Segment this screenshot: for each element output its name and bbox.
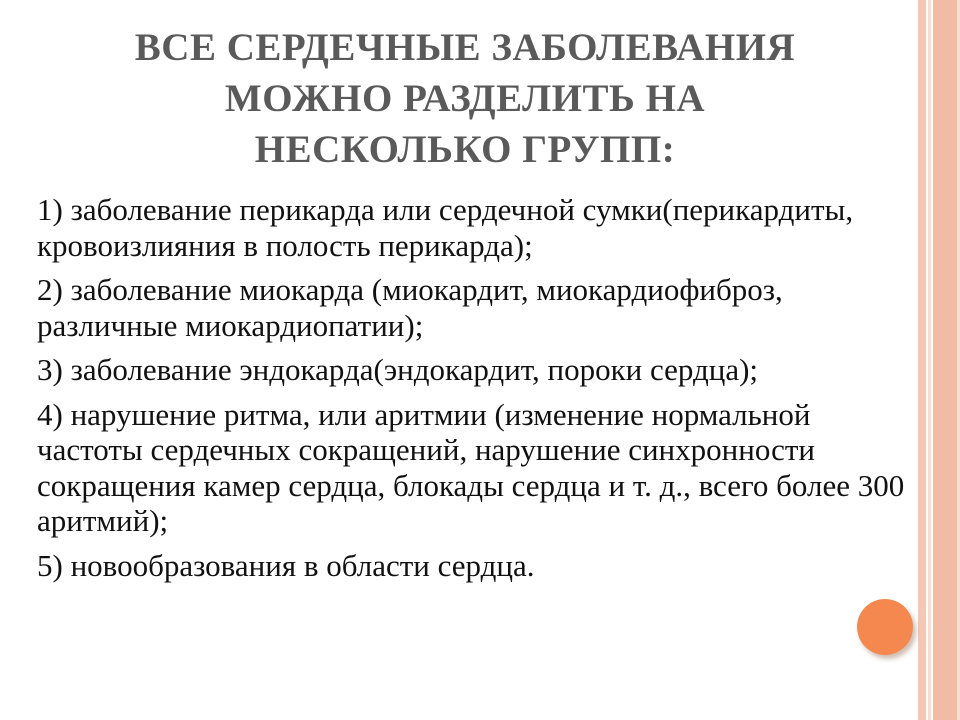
right-edge-stripe <box>928 0 931 720</box>
list-item: 3) заболевание эндокарда(эндокардит, пороки сердца); <box>37 352 759 387</box>
disease-groups-list <box>37 192 907 592</box>
right-edge-stripe <box>918 0 926 720</box>
list-item: 4) нарушение ритма, или аритмии (изменение нормальной частоты сердечных сокращений, нарушение синхронности сокращения камер сердца, блокады сердца и т. д., всего более 300 аритмий); <box>37 396 905 538</box>
list-item: 5) новообразования в области сердца. <box>37 547 535 583</box>
title-line: НЕСКОЛЬКО ГРУПП: <box>254 128 676 171</box>
title-line: ВСЕ СЕРДЕЧНЫЕ ЗАБОЛЕВАНИЯ <box>134 26 796 69</box>
list-item: 2) заболевание миокарда (миокардит, миокардиофиброз, различные миокардиопатии); <box>37 272 783 343</box>
right-edge-stripe <box>933 0 957 720</box>
list-item: 1) заболевание перикарда или сердечной сумки(перикардиты, кровоизлияния в полость перикарда); <box>37 192 854 263</box>
title-line: МОЖНО РАЗДЕЛИТЬ НА <box>224 77 706 120</box>
slide-title <box>30 22 900 175</box>
orange-circle-icon <box>857 599 913 655</box>
